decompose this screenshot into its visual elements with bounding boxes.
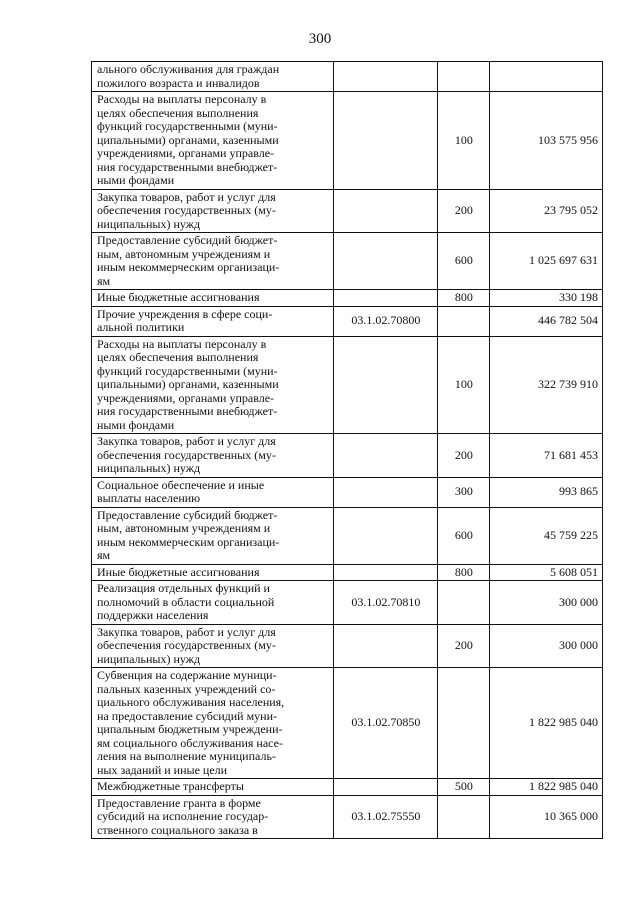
table-row (92, 290, 603, 307)
description-line: поддержки населения (97, 608, 209, 622)
target-article-code (333, 564, 437, 581)
row-description (92, 434, 334, 478)
description-line: целях обеспечения выполнения (97, 350, 259, 364)
row-description (92, 795, 334, 839)
expense-type-code (437, 581, 489, 625)
row-description (92, 233, 334, 290)
row-description (92, 92, 334, 190)
target-article-code (333, 233, 437, 290)
row-description (92, 624, 334, 668)
description-line: Предоставление гранта в форме (97, 795, 261, 810)
expense-type-code: 200 (437, 189, 489, 233)
table-row (92, 581, 603, 625)
description-line: целях обеспечения выполнения (97, 105, 259, 120)
description-line: Межбюджетные трансферты (97, 779, 244, 793)
target-article-code (333, 624, 437, 668)
description-line: ния государственными внебюджет- (97, 159, 278, 174)
target-article-code (333, 62, 437, 92)
description-line: Расходы на выплаты персоналу в (97, 92, 267, 106)
amount-value: 993 865 (489, 477, 602, 507)
table-row (92, 795, 603, 839)
description-line: Закупка товаров, работ и услуг для (97, 189, 276, 204)
description-line: ального обслуживания для граждан (97, 62, 280, 76)
amount-value: 1 822 985 040 (489, 779, 602, 796)
amount-value: 71 681 453 (489, 434, 602, 478)
description-line: ления на выполнение муниципаль- (97, 749, 276, 763)
budget-table-body (92, 62, 603, 839)
amount-value: 446 782 504 (489, 306, 602, 336)
description-line: ципальными) органами, казенными (97, 377, 279, 391)
target-article-code (333, 507, 437, 564)
target-article-code (333, 336, 437, 434)
table-row (92, 62, 603, 92)
expense-type-code: 300 (437, 477, 489, 507)
expense-type-code: 200 (437, 624, 489, 668)
description-line: циального обслуживания населения, (97, 695, 285, 709)
target-article-code: 03.1.02.75550 (333, 795, 437, 839)
amount-value: 330 198 (489, 290, 602, 307)
table-row (92, 306, 603, 336)
description-line: Закупка товаров, работ и услуг для (97, 624, 276, 639)
description-line: выплаты населению (97, 491, 201, 505)
description-line: Реализация отдельных функций и (97, 581, 270, 595)
row-description (92, 189, 334, 233)
expense-type-code: 100 (437, 92, 489, 190)
amount-value: 300 000 (489, 624, 602, 668)
amount-value (489, 62, 602, 92)
description-line: Закупка товаров, работ и услуг для (97, 434, 276, 448)
expense-type-code (437, 795, 489, 839)
table-row (92, 434, 603, 478)
description-line: обеспечения государственных (му- (97, 638, 276, 652)
table-row (92, 564, 603, 581)
table-row (92, 477, 603, 507)
row-description (92, 564, 334, 581)
target-article-code (333, 290, 437, 307)
amount-value: 1 025 697 631 (489, 233, 602, 290)
row-description (92, 336, 334, 434)
target-article-code (333, 189, 437, 233)
row-description (92, 581, 334, 625)
expense-type-code: 100 (437, 336, 489, 434)
description-line: функций государственными (муни- (97, 363, 278, 378)
budget-table (91, 61, 603, 839)
description-line: на предоставление субсидий муни- (97, 708, 278, 723)
description-line: ным, автономным учреждениям и (97, 521, 271, 535)
table-row (92, 336, 603, 434)
description-line: Социальное обеспечение и иные (97, 477, 265, 492)
expense-type-code (437, 62, 489, 92)
description-line: ным, автономным учреждениям и (97, 246, 271, 261)
description-line: обеспечения государственных (му- (97, 447, 276, 462)
expense-type-code: 800 (437, 290, 489, 307)
expense-type-code (437, 306, 489, 336)
description-line: полномочий в области социальной (97, 594, 275, 609)
description-line: ниципальных) нужд (97, 651, 201, 666)
target-article-code: 03.1.02.70850 (333, 668, 437, 779)
row-description (92, 477, 334, 507)
target-article-code: 03.1.02.70800 (333, 306, 437, 336)
table-row (92, 507, 603, 564)
amount-value: 103 575 956 (489, 92, 602, 190)
description-line: пожилого возраста и инвалидов (97, 75, 260, 90)
amount-value: 300 000 (489, 581, 602, 625)
description-line: ям (97, 273, 111, 288)
table-row (92, 92, 603, 190)
amount-value: 10 365 000 (489, 795, 602, 839)
expense-type-code: 500 (437, 779, 489, 796)
expense-type-code: 200 (437, 434, 489, 478)
table-row (92, 189, 603, 233)
expense-type-code: 600 (437, 233, 489, 290)
description-line: ниципальных) нужд (97, 461, 201, 475)
row-description (92, 779, 334, 796)
target-article-code (333, 434, 437, 478)
description-line: ципальными) органами, казенными (97, 132, 279, 147)
row-description (92, 306, 334, 336)
description-line: Расходы на выплаты персоналу в (97, 336, 267, 351)
description-line: Иные бюджетные ассигнования (97, 564, 260, 579)
description-line: ными фондами (97, 173, 175, 187)
description-line: пальных казенных учреждений со- (97, 681, 276, 696)
page-number: 300 (308, 31, 332, 47)
table-row (92, 668, 603, 779)
description-line: субсидий на исполнение государ- (97, 809, 269, 823)
target-article-code (333, 92, 437, 190)
row-description (92, 290, 334, 307)
table-row (92, 624, 603, 668)
description-line: ных заданий и иные цели (97, 762, 228, 777)
description-line: Иные бюджетные ассигнования (97, 290, 260, 304)
description-line: ям социального обслуживания насе- (97, 735, 283, 750)
expense-type-code (437, 668, 489, 779)
description-line: обеспечения государственных (му- (97, 203, 276, 217)
description-line: ственного социального заказа в (97, 822, 258, 837)
row-description (92, 62, 334, 92)
amount-value: 1 822 985 040 (489, 668, 602, 779)
description-line: ниципальных) нужд (97, 216, 201, 231)
description-line: иным некоммерческим организаци- (97, 260, 280, 274)
row-description (92, 507, 334, 564)
description-line: Предоставление субсидий бюджет- (97, 507, 278, 522)
description-line: Прочие учреждения в сфере соци- (97, 306, 273, 321)
description-line: ния государственными внебюджет- (97, 404, 278, 418)
table-row (92, 233, 603, 290)
description-line: учреждениями, органами управле- (97, 390, 275, 405)
description-line: ципальным бюджетным учреждени- (97, 722, 283, 736)
description-line: Предоставление субсидий бюджет- (97, 233, 278, 247)
description-line: Субвенция на содержание муници- (97, 668, 277, 682)
description-line: ям (97, 548, 111, 562)
expense-type-code: 800 (437, 564, 489, 581)
amount-value: 5 608 051 (489, 564, 602, 581)
target-article-code (333, 477, 437, 507)
row-description (92, 668, 334, 779)
amount-value: 45 759 225 (489, 507, 602, 564)
description-line: функций государственными (муни- (97, 119, 278, 133)
target-article-code (333, 779, 437, 796)
amount-value: 322 739 910 (489, 336, 602, 434)
target-article-code: 03.1.02.70810 (333, 581, 437, 625)
description-line: альной политики (97, 320, 185, 334)
table-row (92, 779, 603, 796)
amount-value: 23 795 052 (489, 189, 602, 233)
expense-type-code: 600 (437, 507, 489, 564)
description-line: учреждениями, органами управле- (97, 146, 275, 160)
description-line: иным некоммерческим организаци- (97, 534, 280, 549)
description-line: ными фондами (97, 417, 175, 432)
